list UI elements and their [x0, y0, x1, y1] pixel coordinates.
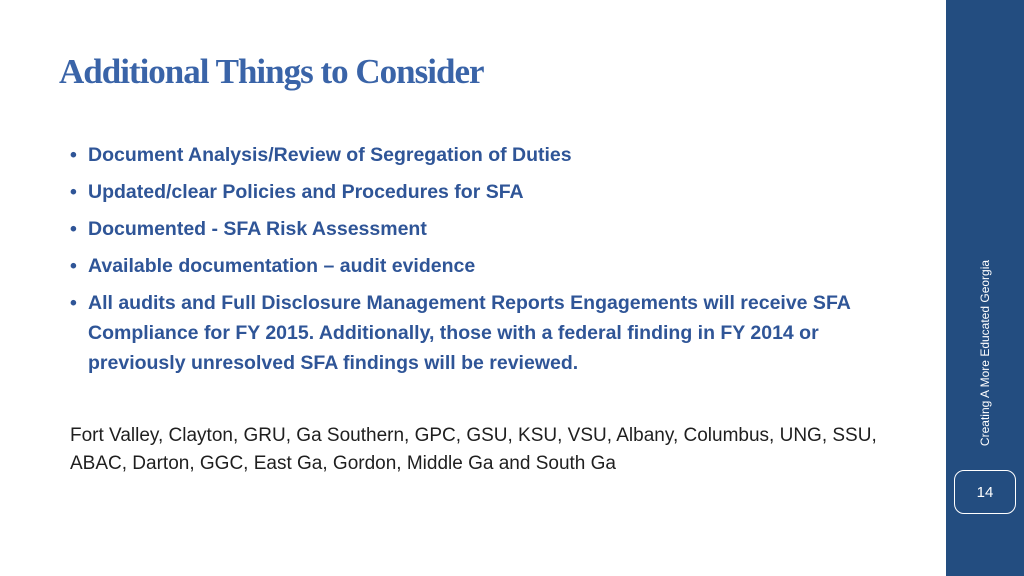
bullet-item [70, 140, 880, 170]
sidebar-band [946, 0, 1024, 576]
bullet-dot: • [70, 218, 77, 240]
institution-list: Fort Valley, Clayton, GRU, Ga Southern, GPC, GSU, KSU, VSU, Albany, Columbus, UNG, SSU, ABAC, Darton, GGC, East Ga, Gordon, Middle Ga and South Ga [70, 425, 877, 474]
bullet-text: Available documentation – audit evidence [88, 255, 476, 277]
bullet-dot: • [70, 255, 77, 277]
bullet-item [70, 214, 880, 244]
bullet-text: Documented - SFA Risk Assessment [88, 218, 427, 240]
bullet-dot: • [70, 181, 77, 203]
bullet-text: Updated/clear Policies and Procedures for SFA [88, 181, 524, 203]
sidebar-tagline: Creating A More Educated Georgia [978, 259, 992, 447]
bullet-dot: • [70, 292, 77, 314]
bullet-list [70, 140, 880, 385]
page-number-badge [954, 470, 1016, 514]
bullet-item [70, 251, 880, 281]
bullet-dot: • [70, 144, 77, 166]
bullet-text: All audits and Full Disclosure Management Reports Engagements will receive SFA Compliance for FY 2015. Additionally, those with a federal finding in FY 2014 or previously unresolved SFA findings will be reviewed. [88, 292, 851, 374]
bullet-item [70, 177, 880, 207]
bullet-item [70, 288, 880, 378]
page-number: 14 [976, 483, 994, 501]
bullet-text: Document Analysis/Review of Segregation of Duties [88, 144, 572, 166]
slide-title: Additional Things to Consider [59, 52, 484, 91]
